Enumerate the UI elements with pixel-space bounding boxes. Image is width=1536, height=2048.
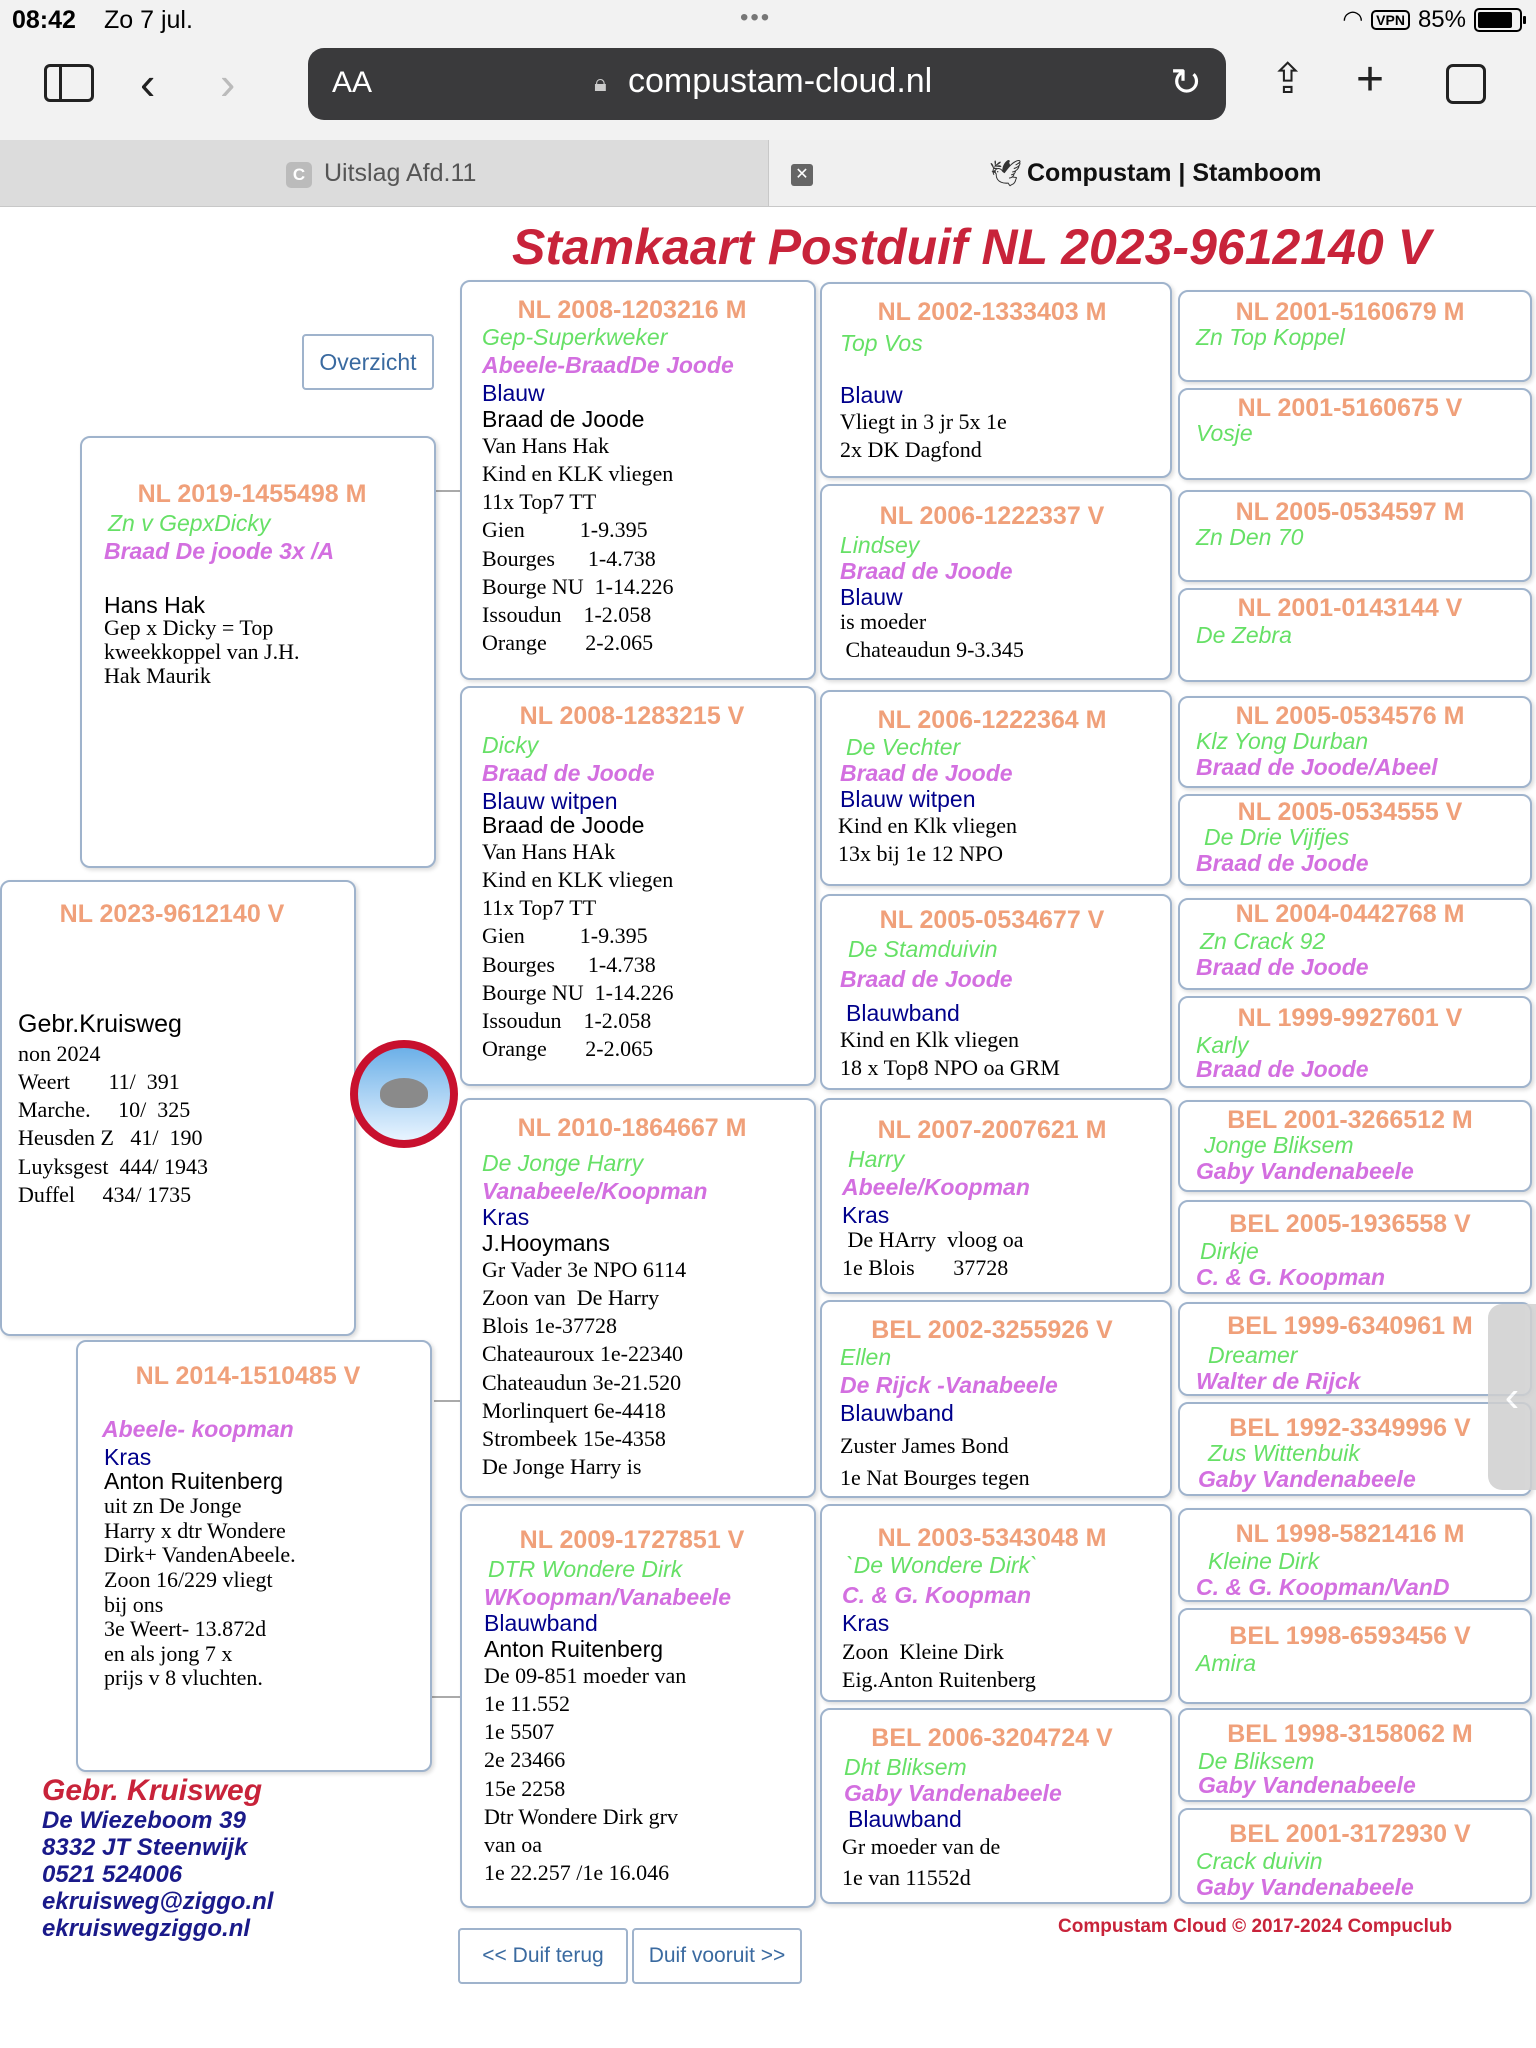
ring-number: BEL 1999-6340961 M [1227,1312,1473,1340]
ring-number: BEL 2006-3204724 V [871,1724,1113,1752]
contact-name: Gebr. Kruisweg [42,1774,263,1807]
ring-number: NL 2001-5160679 M [1235,298,1465,326]
ancestor-card[interactable] [1178,1302,1532,1396]
bird-name: Karly [1196,1032,1249,1058]
tab-uitslag[interactable] [0,140,769,206]
status-date: Zo 7 jul. [104,6,193,34]
breeder: WKoopman/Vanabeele [484,1584,732,1610]
tabs-overview-icon[interactable] [1446,64,1486,104]
bird-notes: Van Hans Hak Kind en KLK vliegen 11x Top7 TT Gien 1-9.395 Bourges 1-4.738 Bourge NU 1-14.226 Issoudun 1-2.058 Orange 2-2.065 [482,433,674,656]
ancestor-card[interactable] [1178,1508,1532,1602]
bird-notes: uit zn De Jonge Harry x dtr Wondere Dirk+ VandenAbeele. Zoon 16/229 vliegt bij ons 3e Weert- 13.872d en als jong 7 x prijs v 8 vluchten. [104,1493,296,1691]
ring-number: NL 2001-5160675 V [1237,394,1463,422]
ring-number: NL 2005-0534576 M [1235,702,1465,730]
contact-city: 8332 JT Steenwijk [42,1833,248,1861]
bird-name: De Vechter [846,734,961,760]
tab-favicon-icon: C [286,162,312,188]
bird-color: Blauwband [840,1400,954,1426]
bird-notes: Gep x Dicky = Top kweekkoppel van J.H. Hak Maurik [104,615,300,689]
next-bird-button[interactable]: Duif vooruit >> [632,1928,802,1984]
bird-notes: is moeder Chateaudun 9-3.345 [840,609,1024,663]
overzicht-button[interactable]: Overzicht [302,334,434,390]
ring-number: NL 2008-1283215 V [519,702,745,730]
ancestor-card[interactable] [1178,1608,1532,1704]
breeder: C. & G. Koopman [1196,1264,1386,1290]
bird-name: Jonge Bliksem [1204,1132,1354,1158]
greatgrandparent-card[interactable] [820,484,1172,680]
bird-name: DTR Wondere Dirk [488,1556,683,1582]
ring-number: NL 2001-0143144 V [1237,594,1463,622]
ring-number: BEL 2002-3255926 V [871,1316,1113,1344]
bird-name: Zus Wittenbuik [1208,1440,1360,1466]
contact-info [42,1774,273,1942]
greatgrandparent-card[interactable] [820,894,1172,1090]
bird-name: Zn Top Koppel [1196,324,1345,350]
bird-notes: Vliegt in 3 jr 5x 1e 2x DK Dagfond [840,409,1007,463]
connector-line [434,1400,462,1402]
forward-icon[interactable]: › [220,57,236,109]
bird-name: Klz Yong Durban [1196,728,1369,754]
tab-label: Uitslag Afd.11 [324,159,477,187]
bird-color: Blauwband [848,1806,962,1832]
pigeon-logo-icon [380,1078,428,1108]
bird-name: Crack duivin [1196,1848,1323,1874]
ring-number: NL 1999-9927601 V [1237,1004,1463,1032]
bird-name: Vosje [1196,420,1253,446]
bird-color: Kras [842,1202,890,1228]
bird-notes: De 09-851 moeder van 1e 11.552 1e 5507 2e 23466 15e 2258 Dtr Wondere Dirk grv van oa 1e 22.257 /1e 16.046 [484,1663,687,1886]
bird-name: Dreamer [1208,1342,1298,1368]
bird-notes: Van Hans HAk Kind en KLK vliegen 11x Top7 TT Gien 1-9.395 Bourges 1-4.738 Bourge NU 1-14.226 Issoudun 1-2.058 Orange 2-2.065 [482,839,674,1062]
bird-notes: Zoon Kleine Dirk Eig.Anton Ruitenberg [842,1639,1036,1693]
breeder: Braad de Joode [482,760,655,786]
bird-notes: Gr Vader 3e NPO 6114 Zoon van De Harry Blois 1e-37728 Chateauroux 1e-22340 Chateaudun 3e-21.520 Morlinquert 6e-4418 Strombeek 15e-4358 De Jonge Harry is [482,1257,687,1480]
bird-notes: Zuster James Bond 1e Nat Bourges tegen [840,1433,1030,1490]
ring-number: BEL 2001-3172930 V [1229,1820,1471,1848]
ring-number: BEL 1998-3158062 M [1227,1720,1473,1748]
owner-name: J.Hooymans [482,1230,610,1256]
ancestor-card[interactable] [1178,1708,1532,1802]
bird-name: Lindsey [840,532,920,558]
pigeon-favicon-icon: 🕊︎ [989,158,1023,188]
owner-name: Anton Ruitenberg [484,1636,664,1662]
connector-line [434,490,462,492]
previous-bird-button[interactable]: << Duif terug [458,1928,628,1984]
ring-number: NL 2007-2007621 M [877,1116,1107,1144]
ring-number: NL 2005-0534677 V [879,906,1105,934]
tab-label: Compustam | Stamboom [1027,159,1322,187]
owner-name: Anton Ruitenberg [104,1468,284,1494]
breeder: Braad de Joode [1196,1056,1369,1082]
ring-number: NL 2002-1333403 M [877,298,1107,326]
breeder: Braad De joode 3x /A [104,538,335,564]
breeder: Abeele-BraadDe Joode [482,352,734,378]
greatgrandparent-card[interactable] [820,1504,1172,1702]
breeder: C. & G. Koopman [842,1582,1032,1608]
ancestor-card[interactable] [1178,490,1532,582]
ancestor-card[interactable] [1178,588,1532,682]
greatgrandparent-card[interactable] [820,1098,1172,1294]
bird-notes: Kind en Klk vliegen 18 x Top8 NPO oa GRM [840,1027,1060,1081]
share-icon[interactable]: ⇪ [1270,55,1306,102]
contact-street: De Wiezeboom 39 [42,1807,246,1834]
bird-notes: Kind en Klk vliegen 13x bij 1e 12 NPO [838,813,1018,867]
sidebar-toggle-icon[interactable] [44,64,94,102]
copyright: Compustam Cloud © 2017-2024 Compuclub [1058,1916,1453,1937]
bird-color: Kras [482,1204,530,1230]
ring-number: BEL 2001-3266512 M [1227,1106,1473,1134]
side-panel-handle[interactable] [1488,1304,1536,1490]
ancestor-card[interactable] [1178,1402,1532,1496]
back-icon[interactable]: ‹ [140,57,156,109]
breeder: Gaby Vandenabeele [1198,1772,1416,1798]
contact-email[interactable]: ekruisweg@ziggo.nl [42,1887,274,1915]
bird-name: Zn Den 70 [1196,524,1304,550]
ring-number: NL 1998-5821416 M [1235,1520,1465,1548]
bird-notes: non 2024 Weert 11/ 391 Marche. 10/ 325 Heusden Z 41/ 190 Luyksgest 444/ 1943 Duffel 434/ 1735 [18,1041,209,1207]
reload-icon[interactable]: ↻ [1170,62,1202,104]
bird-color: Kras [842,1610,890,1636]
bird-name: Dicky [482,732,539,758]
greatgrandparent-card[interactable] [820,282,1172,478]
ring-number: NL 2023-9612140 V [59,900,285,928]
battery-icon [1474,8,1522,32]
ring-number: NL 2005-0534597 M [1235,498,1465,526]
owner-name: Hans Hak [104,592,205,618]
contact-phone: 0521 524006 [42,1860,183,1888]
ancestor-card[interactable] [1178,1200,1532,1294]
ring-number: NL 2005-0534555 V [1237,798,1463,826]
ring-number: NL 2008-1203216 M [517,296,747,324]
bird-name: Gep-Superkweker [482,324,668,350]
ring-number: NL 2009-1727851 V [519,1526,745,1554]
breeder: Braad de Joode [1196,954,1369,980]
ring-number: BEL 2005-1936558 V [1229,1210,1471,1238]
new-tab-icon[interactable]: + [1356,53,1385,106]
breeder: Abeele/Koopman [842,1174,1030,1200]
compustam-logo [350,1040,458,1148]
ring-number: NL 2006-1222364 M [877,706,1107,734]
ring-number: NL 2006-1222337 V [879,502,1105,530]
breeder: Walter de Rijck [1196,1368,1361,1394]
ring-number: NL 2004-0442768 M [1235,900,1465,928]
ancestor-card[interactable] [1178,696,1532,788]
bird-name: Kleine Dirk [1208,1548,1320,1574]
ancestor-card[interactable] [1178,1100,1532,1192]
breeder: Braad de Joode [1196,850,1369,876]
grandparent-card[interactable] [460,280,816,680]
ring-number: NL 2003-5343048 M [877,1524,1107,1552]
breeder: Gaby Vandenabeele [844,1780,1062,1806]
ancestor-card[interactable] [1178,1808,1532,1904]
owner-name: Braad de Joode [482,406,645,432]
bird-name: Amira [1196,1650,1257,1676]
bird-color: Blauwband [484,1610,598,1636]
bird-name: Zn Crack 92 [1200,928,1326,954]
ancestor-card[interactable] [1178,794,1532,886]
breeder: Braad de Joode [840,760,1013,786]
vpn-badge: VPN [1371,10,1410,30]
bird-name: Ellen [840,1344,892,1370]
lock-icon: 🔒︎ [594,70,607,97]
chevron-left-icon: ‹ [1504,1372,1520,1421]
bird-color: Kras [104,1444,152,1470]
bird-name: De Bliksem [1198,1748,1315,1774]
mother-card[interactable] [76,1340,432,1772]
breeder: Vanabeele/Koopman [482,1178,708,1204]
grandparent-card[interactable] [460,1504,816,1908]
grandparent-card[interactable] [460,686,816,1086]
breeder: Gaby Vandenabeele [1196,1874,1414,1900]
main-bird-card[interactable] [0,880,356,1336]
bird-name: Zn v GepxDicky [108,510,271,536]
bird-name: Top Vos [840,330,923,356]
ancestor-card[interactable] [1178,290,1532,382]
bird-notes: Gr moeder van de 1e van 11552d [842,1834,1001,1890]
breeder: Braad de Joode [840,966,1013,992]
greatgrandparent-card[interactable] [820,690,1172,886]
connector-line [430,1696,462,1698]
bird-name: `De Wondere Dirk` [846,1552,1038,1578]
page-title: Stamkaart Postduif NL 2023-9612140 V [512,219,1431,275]
breeder: De Rijck -Vanabeele [840,1372,1058,1398]
breeder: C. & G. Koopman/VanD [1196,1574,1450,1600]
address-bar[interactable] [308,48,1226,120]
multitask-dots-icon[interactable]: ••• [740,4,772,31]
bird-color: Blauw witpen [482,788,618,814]
breeder: Gaby Vandenabeele [1198,1466,1416,1492]
bird-name: De Stamduivin [848,936,998,962]
ancestor-card[interactable] [1178,996,1532,1088]
ring-number: BEL 1992-3349996 V [1229,1414,1471,1442]
bird-color: Blauw witpen [840,786,976,812]
ancestor-card[interactable] [1178,898,1532,990]
reader-options-button[interactable]: AA [332,66,373,99]
tab-compustam[interactable] [769,140,1536,206]
status-bar [0,0,1536,42]
greatgrandparent-card[interactable] [820,1300,1172,1498]
bird-name: De Drie Vijfjes [1204,824,1350,850]
bird-notes: De HArry vloog oa 1e Blois 37728 [842,1227,1024,1281]
bird-color: Blauw [482,380,545,406]
close-tab-icon[interactable]: ✕ [791,164,813,186]
contact-web[interactable]: ekruiswegziggo.nl [42,1914,251,1942]
ring-number: BEL 1998-6593456 V [1229,1622,1471,1650]
grandparent-card[interactable] [460,1098,816,1498]
bird-name: Dirkje [1200,1238,1259,1264]
breeder: Braad de Joode [840,558,1013,584]
ancestor-card[interactable] [1178,388,1532,480]
ring-number: NL 2014-1510485 V [135,1362,361,1390]
ring-number: NL 2010-1864667 M [517,1114,747,1142]
bird-name: De Jonge Harry [482,1150,644,1176]
wifi-icon: ◠ [1342,6,1364,33]
bird-color: Blauw [840,584,903,610]
breeder: Braad de Joode/Abeel [1196,754,1438,780]
tab-bar [0,140,1536,207]
greatgrandparent-card[interactable] [820,1708,1172,1904]
browser-toolbar [0,42,1536,140]
status-time: 08:42 [12,6,76,34]
owner-name: Braad de Joode [482,812,645,838]
bird-name: De Zebra [1196,622,1292,648]
bird-color: Blauw [840,382,903,408]
url-text[interactable]: compustam-cloud.nl [628,62,933,100]
bird-name: Dht Bliksem [844,1754,967,1780]
bird-color: Blauwband [846,1000,960,1026]
father-card[interactable] [80,436,436,868]
bird-name: Harry [848,1146,905,1172]
owner-name: Gebr.Kruisweg [18,1010,182,1038]
breeder: Gaby Vandenabeele [1196,1158,1414,1184]
breeder: Abeele- koopman [102,1416,294,1442]
battery-percent: 85% [1417,5,1466,33]
ring-number: NL 2019-1455498 M [137,480,367,508]
